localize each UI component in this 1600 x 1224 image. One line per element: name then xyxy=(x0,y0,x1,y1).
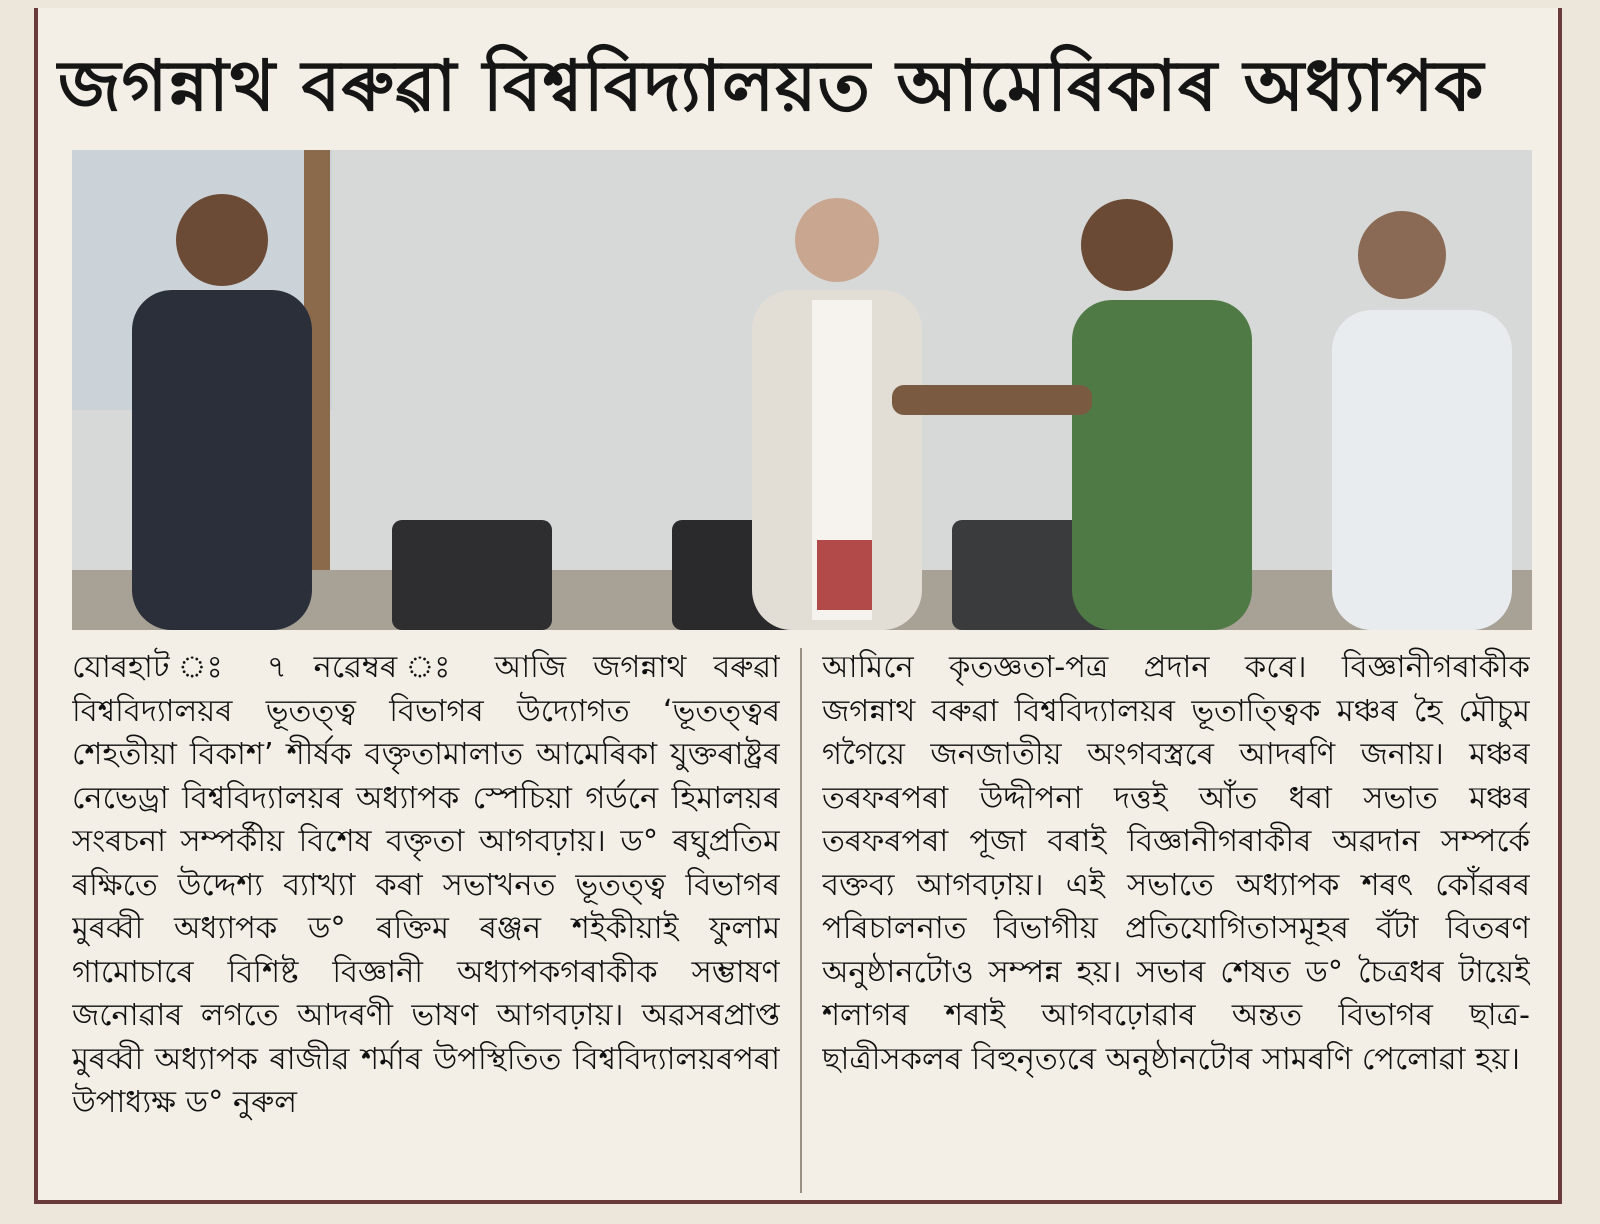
clipping-frame xyxy=(34,8,1562,1204)
article-column-right: আমিনে কৃতজ্ঞতা-পত্ৰ প্ৰদান কৰে। বিজ্ঞানীগৰাকীক জগন্নাথ বৰুৱা বিশ্ববিদ্যালয়ৰ ভূতাত্ত্বিক মঞ্চৰ হৈ মৌচুম গগৈয়ে জনজাতীয় অংগবস্ত্ৰৰে আদৰণি জনায়। মঞ্চৰ তৰফৰপৰা উদ্দীপনা দত্তই আঁত ধৰা সভাত মঞ্চৰ তৰফৰপৰা পূজা বৰাই বিজ্ঞানীগৰাকীৰ অৱদান সম্পৰ্কে বক্তব্য আগবঢ়ায়। এই সভাতে অধ্যাপক শৰৎ কোঁৱৰৰ পৰিচালনাত বিভাগীয় প্ৰতিযোগিতাসমূহৰ বঁটা বিতৰণ অনুষ্ঠানটোও সম্পন্ন হয়। সভাৰ শেষত ড° চৈত্ৰধৰ টায়েই শলাগৰ শৰাই আগবঢ়োৱাৰ অন্তত বিভাগৰ ছাত্ৰ-ছাত্ৰীসকলৰ বিহুনৃত্যৰে অনুষ্ঠানটোৰ সামৰণি পেলোৱা হয়। xyxy=(822,650,1530,1077)
article-column-left: যোৰহাট ঃ ৭ নৱেম্বৰ ঃ আজি জগন্নাথ বৰুৱা বিশ্ববিদ্যালয়ৰ ভূতত্ত্ব বিভাগৰ উদ্যোগত ‘ভূতত্ত্বৰ শেহতীয়া বিকাশ’ শীৰ্ষক বক্তৃতামালাত আমেৰিকা যুক্তৰাষ্ট্ৰৰ নেভেড্ৰা বিশ্ববিদ্যালয়ৰ অধ্যাপক স্পেচিয়া গৰ্ডনে হিমালয়ৰ সংৰচনা সম্পৰ্কীয় বিশেষ বক্তৃতা আগবঢ়ায়। ড° ৰঘুপ্ৰতিম ৰক্ষিতে উদ্দেশ্য ব্যাখ্যা কৰা সভাখনত ভূতত্ত্ব বিভাগৰ মুৰব্বী অধ্যাপক ড° ৰক্তিম ৰঞ্জন শইকীয়াই ফুলাম গামোচাৰে বিশিষ্ট বিজ্ঞানী অধ্যাপকগৰাকীক সম্ভাষণ জনোৱাৰ লগতে আদৰণী ভাষণ আগবঢ়ায়। অৱসৰপ্ৰাপ্ত মুৰব্বী অধ্যাপক ৰাজীৱ শৰ্মাৰ উপস্থিতিত বিশ্ববিদ্যালয়ৰপৰা উপাধ্যক্ষ ড° নুৰুল xyxy=(72,650,780,1120)
column-divider xyxy=(800,648,802,1193)
headline: জগন্নাথ বৰুৱা বিশ্ববিদ্যালয়ত আমেৰিকাৰ অধ্যাপক xyxy=(58,45,1485,127)
press-photo-group-presentation-icon xyxy=(72,150,1532,630)
press-photo xyxy=(72,150,1532,630)
